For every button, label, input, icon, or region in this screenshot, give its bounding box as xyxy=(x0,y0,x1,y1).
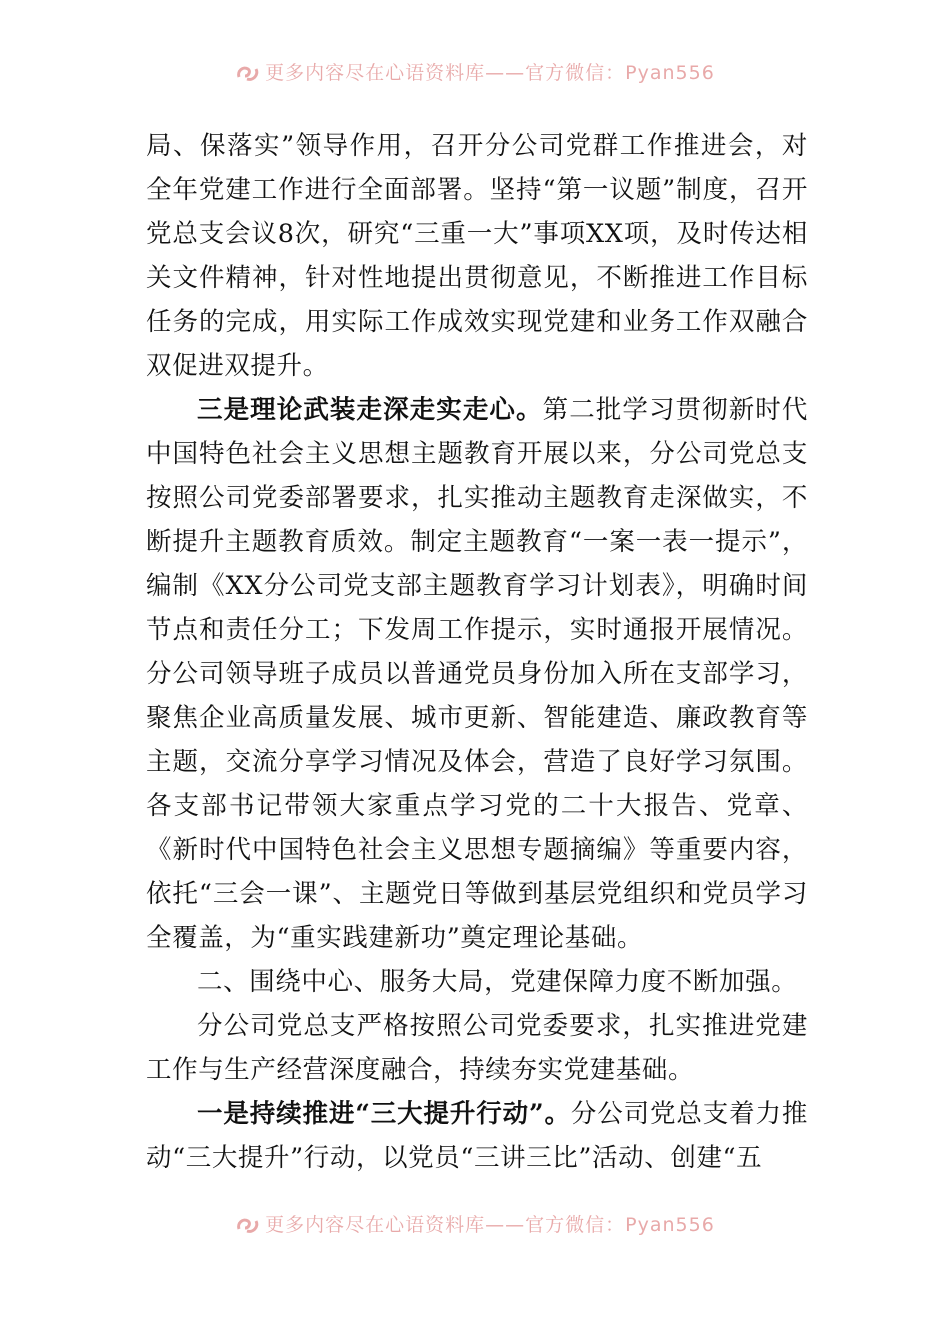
watermark-header xyxy=(0,58,950,85)
paragraph-intro: 分公司党总支严格按照公司党委要求，扎实推进党建工作与生产经营深度融合，持续夯实党建基础。 xyxy=(146,1011,808,1085)
watermark-logo-icon xyxy=(235,63,261,83)
paragraph-theory xyxy=(146,388,808,960)
document-body xyxy=(146,124,808,1180)
watermark-footer xyxy=(0,1210,950,1237)
watermark-logo-icon xyxy=(235,1215,261,1235)
section-heading: 二、围绕中心、服务大局，党建保障力度不断加强。 xyxy=(197,967,798,997)
paragraph-text: 第二批学习贯彻新时代中国特色社会主义思想主题教育开展以来，分公司党总支按照公司党委部署要求，扎实推动主题教育走深做实，不断提升主题教育质效。制定主题教育“一案一表一提示”，编制《XX分公司党支部主题教育学习计划表》，明确时间节点和责任分工；下发周工作提示，实时通报开展情况。分公司领导班子成员以普通党员身份加入所在支部学习，聚焦企业高质量发展、城市更新、智能建造、廉政教育等主题，交流分享学习情况及体会，营造了良好学习氛围。各支部书记带领大家重点学习党的二十大报告、党章、《新时代中国特色社会主义思想专题摘编》等重要内容，依托“三会一课”、主题党日等做到基层党组织和党员学习全覆盖，为“重实践建新功”奠定理论基础。 xyxy=(146,395,808,953)
paragraph-heading: 一是持续推进“三大提升行动”。 xyxy=(197,1099,571,1129)
paragraph-continuation: 局、保落实”领导作用，召开分公司党群工作推进会，对全年党建工作进行全面部署。坚持“第一议题”制度，召开党总支会议8次，研究“三重一大”事项XX项，及时传达相关文件精神，针对性地提出贯彻意见，不断推进工作目标任务的完成，用实际工作成效实现党建和业务工作双融合双促进双提升。 xyxy=(146,131,808,381)
watermark-text: 更多内容尽在心语资料库——官方微信：Pyan556 xyxy=(265,62,715,84)
paragraph-actions xyxy=(146,1092,808,1180)
paragraph-heading: 三是理论武装走深走实走心。 xyxy=(197,395,543,425)
watermark-text: 更多内容尽在心语资料库——官方微信：Pyan556 xyxy=(265,1214,715,1236)
paragraph-text: 分公司党总支着力推动“三大提升”行动，以党员“三讲三比”活动、创建“五 xyxy=(146,1099,808,1173)
